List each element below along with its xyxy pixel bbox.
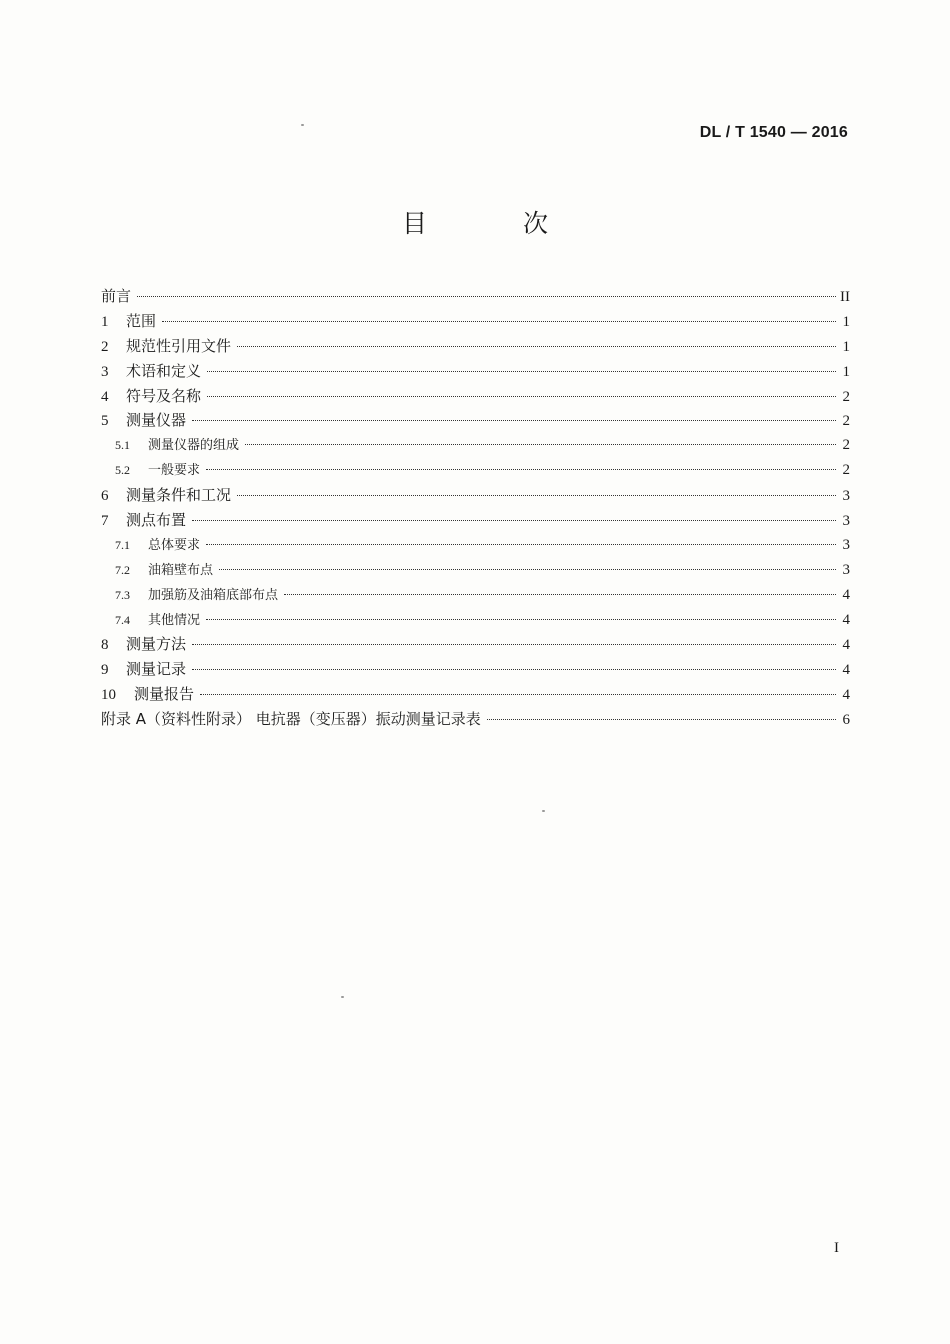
toc-entry-page: 1: [842, 338, 850, 355]
toc-entry[interactable]: [101, 658, 850, 683]
toc-entry-number: 3: [101, 363, 109, 380]
toc-entry-page: 2: [842, 437, 850, 454]
toc-leader: [162, 321, 836, 322]
toc-entry-label: 测量条件和工况: [126, 486, 232, 505]
toc-entry-label: 测量记录: [126, 660, 187, 679]
toc-leader: [207, 396, 836, 397]
toc-subentry[interactable]: [101, 559, 850, 584]
page-number: I: [834, 1240, 839, 1256]
toc-leader: [200, 694, 836, 695]
toc-subentry[interactable]: [101, 609, 850, 634]
toc-entry[interactable]: [101, 509, 850, 534]
scan-speck: [542, 810, 545, 812]
toc-entry-label: 范围: [126, 311, 157, 330]
toc-leader: [192, 669, 836, 670]
toc-entry-number: 9: [101, 662, 109, 679]
scan-speck: [301, 124, 304, 126]
toc-entry[interactable]: [101, 310, 850, 335]
scan-speck: [341, 996, 344, 998]
toc-entry[interactable]: [101, 484, 850, 509]
toc-subentry[interactable]: [101, 534, 850, 559]
toc-entry-page: 4: [842, 662, 850, 679]
toc-entry-label: 规范性引用文件: [126, 336, 232, 355]
toc-leader: [206, 619, 836, 620]
toc-entry-number: 4: [101, 388, 109, 405]
toc-entry-page: 2: [842, 462, 850, 479]
toc-entry-number: 10: [101, 687, 116, 704]
toc-entry[interactable]: [101, 633, 850, 658]
toc-subentry[interactable]: [101, 459, 850, 484]
toc-entry-label: 测量方法: [126, 635, 187, 654]
toc-entry-number: 7.2: [115, 562, 130, 577]
toc-entry-label: 总体要求: [148, 537, 201, 553]
toc-entry-page: 4: [842, 687, 850, 704]
toc-leader: [219, 569, 836, 570]
toc-entry-label: 前言: [101, 287, 132, 305]
toc-entry-label: 测量仪器: [126, 411, 187, 430]
toc-entry-number: 5.1: [115, 438, 130, 453]
page-title: 目 次: [402, 209, 592, 238]
toc-entry-page: 4: [842, 611, 850, 628]
toc-leader: [192, 420, 836, 421]
toc-entry-number: 2: [101, 338, 109, 355]
toc-entry-number: 8: [101, 637, 109, 654]
toc-entry[interactable]: [101, 683, 850, 708]
toc-subentry[interactable]: [101, 434, 850, 459]
toc-leader: [207, 371, 836, 372]
toc-entry-label: 术语和定义: [126, 361, 202, 380]
toc-entry-number: 5.2: [115, 463, 130, 478]
toc-entry-label: 油箱壁布点: [148, 562, 214, 578]
toc-leader: [137, 296, 836, 297]
toc-entry[interactable]: [101, 335, 850, 360]
toc-entry-label: 测点布置: [126, 511, 187, 530]
toc-entry-page: 6: [842, 712, 850, 729]
toc-entry-page: II: [840, 289, 850, 305]
toc-entry-label: 测量仪器的组成: [148, 438, 240, 454]
toc-entry-label: 符号及名称: [126, 386, 202, 405]
toc-leader: [487, 719, 836, 720]
table-of-contents: [101, 285, 850, 733]
toc-subentry[interactable]: [101, 584, 850, 609]
toc-entry-number: 7.4: [115, 612, 130, 627]
toc-entry-number: 1: [101, 313, 109, 330]
toc-entry[interactable]: [101, 385, 850, 410]
toc-entry-page: 2: [842, 413, 850, 430]
toc-entry-number: 7.3: [115, 587, 130, 602]
toc-entry-number: 7: [101, 513, 109, 530]
toc-entry-page: 4: [842, 586, 850, 603]
toc-leader: [237, 346, 836, 347]
toc-entry-label: 测量报告: [134, 685, 195, 704]
toc-entry-page: 3: [842, 561, 850, 578]
toc-leader: [245, 444, 836, 445]
toc-entry-number: 6: [101, 488, 109, 505]
toc-entry-number: 5: [101, 413, 109, 430]
toc-entry[interactable]: [101, 708, 850, 733]
toc-entry-page: 2: [842, 388, 850, 405]
standard-code: DL / T 1540 — 2016: [699, 124, 848, 141]
toc-entry-number: 7.1: [115, 537, 130, 552]
toc-leader: [206, 469, 836, 470]
toc-entry-page: 3: [842, 536, 850, 553]
toc-leader: [192, 520, 836, 521]
toc-leader: [206, 544, 836, 545]
toc-entry[interactable]: [101, 360, 850, 385]
toc-entry-page: 3: [842, 513, 850, 530]
toc-entry-label: 一般要求: [148, 463, 201, 479]
toc-entry-label: 加强筋及油箱底部布点: [148, 587, 279, 603]
toc-entry-label: 附录 A（资料性附录） 电抗器（变压器）振动测量记录表: [101, 710, 481, 729]
toc-entry[interactable]: [101, 285, 850, 310]
toc-leader: [237, 495, 836, 496]
toc-entry-page: 4: [842, 637, 850, 654]
toc-leader: [192, 644, 836, 645]
toc-entry-page: 1: [842, 363, 850, 380]
toc-entry[interactable]: [101, 409, 850, 434]
toc-entry-page: 3: [842, 488, 850, 505]
toc-leader: [284, 594, 836, 595]
toc-entry-page: 1: [842, 313, 850, 330]
toc-entry-label: 其他情况: [148, 612, 201, 628]
